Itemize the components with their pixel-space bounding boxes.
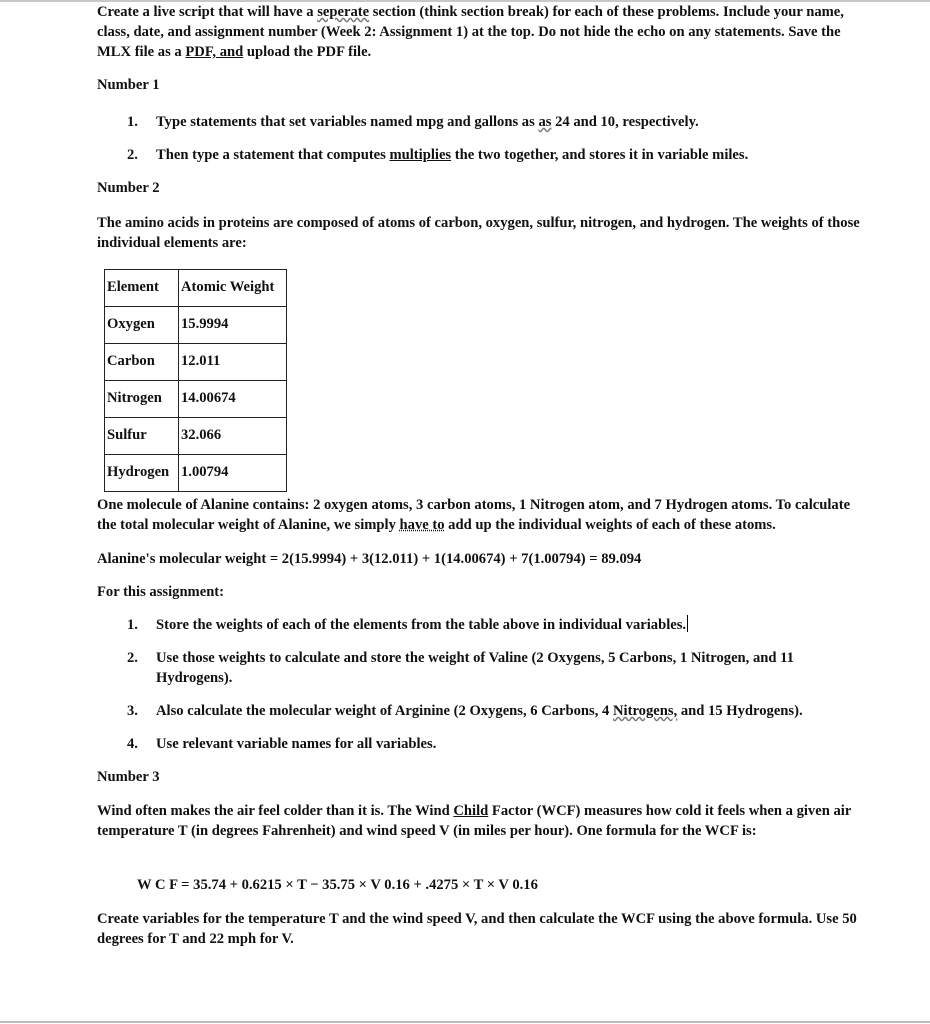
list-text: the two together, and stores it in variable miles. bbox=[451, 147, 749, 163]
list-text: Then type a statement that computes bbox=[156, 147, 390, 163]
list-text: Use those weights to calculate and store the weight of Valine (2 Oxygens, 5 Carbons, 1 Nitrogen, and 11 Hydrogens). bbox=[156, 650, 794, 686]
list-text: and 15 Hydrogens). bbox=[677, 703, 803, 719]
assignment-task-list bbox=[97, 615, 867, 754]
wind-chill-paragraph bbox=[97, 801, 867, 841]
grammar-flagged-phrase[interactable]: Child bbox=[453, 803, 489, 819]
table-row bbox=[105, 455, 287, 492]
list-item bbox=[97, 734, 867, 754]
list-text: Type statements that set variables named mpg and gallons as bbox=[156, 114, 539, 130]
table-cell: 14.00674 bbox=[179, 381, 287, 418]
table-header-cell: Atomic Weight bbox=[179, 270, 287, 307]
list-number: 1. bbox=[127, 617, 138, 633]
misspelled-word[interactable]: seperate bbox=[317, 4, 370, 20]
wind-text-2: Factor (WCF) measures how cold it feels when a given air temperature T (in degrees Fahrenheit) and wind speed V (in miles per hour). One formula for the WCF is: bbox=[97, 803, 852, 839]
amino-acid-paragraph: The amino acids in proteins are composed of atoms of carbon, oxygen, sulfur, nitrogen, and hydrogen. The weights of those individual elements are: bbox=[97, 215, 860, 251]
table-cell: 12.011 bbox=[179, 344, 287, 381]
number1-heading: Number 1 bbox=[97, 77, 160, 93]
page-bottom-border bbox=[0, 1021, 930, 1023]
wind-text-1: Wind often makes the air feel colder than it is. The Wind bbox=[97, 803, 454, 819]
alanine-paragraph bbox=[97, 495, 867, 535]
list-item bbox=[97, 615, 867, 635]
table-cell: 1.00794 bbox=[179, 455, 287, 492]
list-item bbox=[97, 112, 867, 132]
table-row bbox=[105, 307, 287, 344]
table-cell: Nitrogen bbox=[105, 381, 179, 418]
alanine-text-1: One molecule of Alanine contains: 2 oxygen atoms, 3 carbon atoms, 1 Nitrogen atom, and 7 Hydrogen atoms. To calculate the total molecular weight of Alanine, we simply bbox=[97, 497, 851, 533]
intro-text-1: Create a live script that will have a bbox=[97, 4, 318, 20]
alanine-weight-line: Alanine's molecular weight = 2(15.9994) + 3(12.011) + 1(14.00674) + 7(1.00794) = 89.094 bbox=[97, 551, 642, 567]
intro-paragraph bbox=[97, 2, 867, 62]
grammar-flagged-phrase[interactable]: PDF, and bbox=[185, 44, 244, 60]
atomic-weight-table bbox=[104, 269, 287, 492]
misspelled-word[interactable]: Nitrogens, bbox=[612, 703, 678, 719]
number3-heading: Number 3 bbox=[97, 769, 160, 785]
list-number: 4. bbox=[127, 736, 138, 752]
table-cell: Hydrogen bbox=[105, 455, 179, 492]
table-cell: 15.9994 bbox=[179, 307, 287, 344]
wcf-formula: W C F = 35.74 + 0.6215 × T − 35.75 × V 0.16 + .4275 × T × V 0.16 bbox=[137, 877, 538, 893]
table-row bbox=[105, 381, 287, 418]
intro-text-2: section (think section break) for each of these problems. Include your name, class, date, and assignment number (Week 2: Assignment 1) at the top. Do not hide the echo on any statements. Save the MLX file as a bbox=[97, 4, 844, 60]
list-text: Also calculate the molecular weight of Arginine (2 Oxygens, 6 Carbons, 4 bbox=[156, 703, 613, 719]
alanine-text-2: add up the individual weights of each of these atoms. bbox=[444, 517, 776, 533]
table-cell: Sulfur bbox=[105, 418, 179, 455]
table-row bbox=[105, 344, 287, 381]
list-number: 3. bbox=[127, 703, 138, 719]
list-number: 2. bbox=[127, 147, 138, 163]
final-instructions: Create variables for the temperature T and the wind speed V, and then calculate the WCF using the above formula. Use 50 degrees for T and 22 mph for V. bbox=[97, 911, 857, 947]
grammar-flagged-phrase[interactable]: have to bbox=[399, 517, 445, 533]
intro-text-3: upload the PDF file. bbox=[243, 44, 372, 60]
assignment-intro: For this assignment: bbox=[97, 584, 225, 600]
table-header-cell: Element bbox=[105, 270, 179, 307]
table-header-row bbox=[105, 270, 287, 307]
list-item bbox=[97, 701, 867, 721]
table-cell: Oxygen bbox=[105, 307, 179, 344]
table-cell: Carbon bbox=[105, 344, 179, 381]
grammar-flagged-phrase[interactable]: multiplies bbox=[389, 147, 452, 163]
number1-list bbox=[97, 112, 867, 165]
list-number: 2. bbox=[127, 650, 138, 666]
text-cursor bbox=[687, 615, 688, 632]
list-text: Store the weights of each of the elements from the table above in individual variables. bbox=[156, 617, 687, 633]
number2-heading: Number 2 bbox=[97, 180, 160, 196]
list-item bbox=[97, 145, 867, 165]
table-cell: 32.066 bbox=[179, 418, 287, 455]
list-item bbox=[97, 648, 867, 688]
list-text: Use relevant variable names for all variables. bbox=[156, 736, 437, 752]
misspelled-word[interactable]: as bbox=[538, 114, 552, 130]
list-text: 24 and 10, respectively. bbox=[551, 114, 699, 130]
list-number: 1. bbox=[127, 114, 138, 130]
table-row bbox=[105, 418, 287, 455]
document-body bbox=[97, 2, 867, 949]
